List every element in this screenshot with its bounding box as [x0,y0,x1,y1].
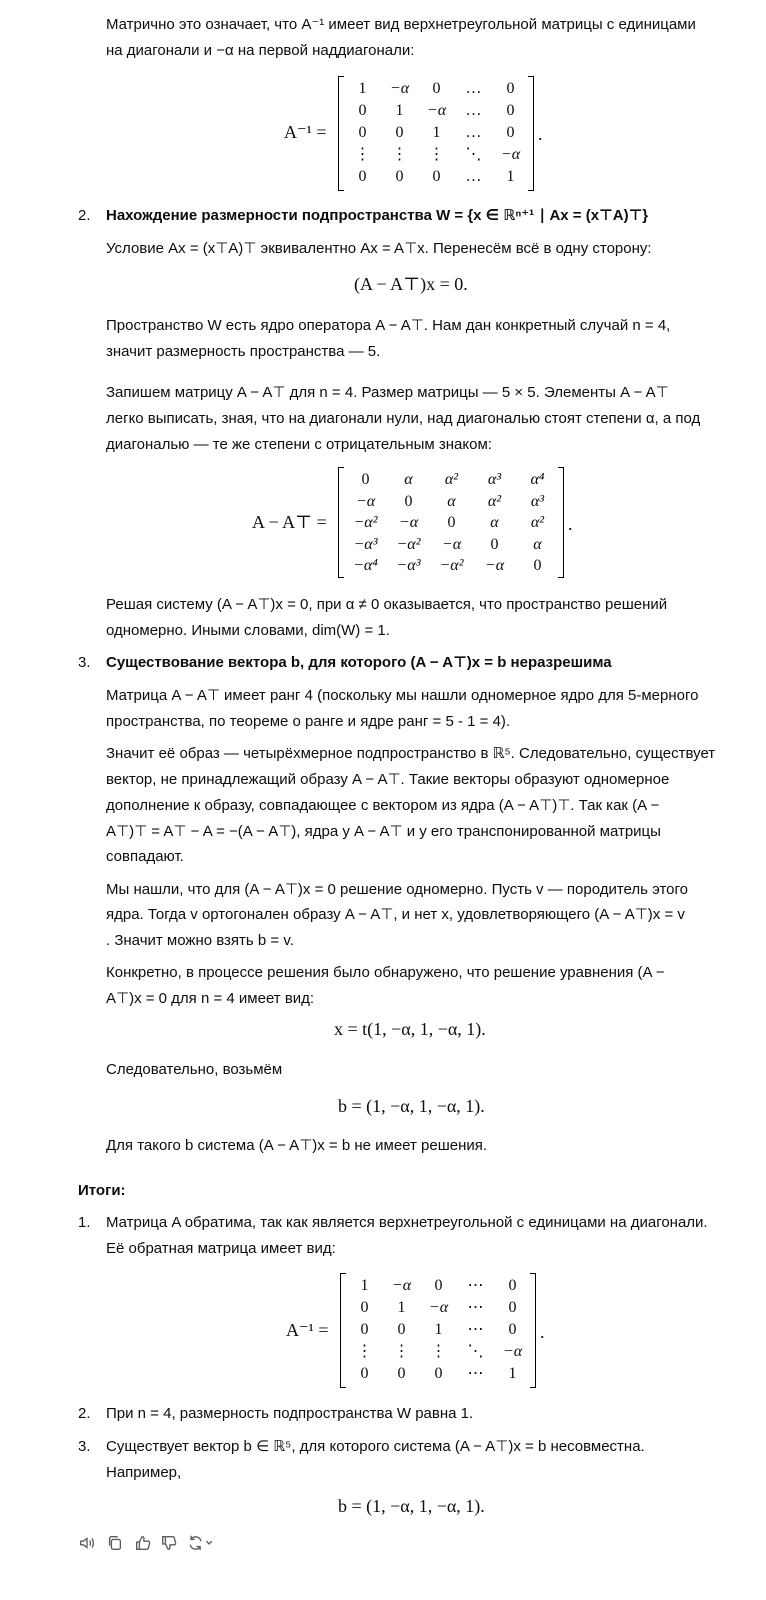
matrix-cell: 0 [490,535,499,553]
matrix-cell: 0 [360,1365,369,1382]
summary-item-3-line1: Существует вектор b ∈ ℝ⁵, для которого система (A − A⊤)x = b несовместна. [106,1438,645,1455]
matrix-cell: −α [428,1299,449,1316]
intro-line-2: на диагонали и −α на первой наддиагонали: [106,42,415,59]
section-2-p4-line2: одномерно. Иными словами, dim(W) = 1. [106,622,390,639]
matrix-cell: 0 [508,1299,517,1316]
matrix-cell: ⋮ [393,1343,410,1360]
thumbs-up-icon[interactable] [134,1534,152,1552]
matrix-cell: −α [484,557,505,574]
matrix-cell: α² [487,492,502,510]
matrix-cell: … [465,168,482,185]
matrix-inverse-lhs: A⁻¹ = [284,122,327,142]
section-3-p4-line1: Конкретно, в процессе решения было обнаружено, что решение уравнения (A − [106,964,665,981]
matrix-cell: α [447,492,456,510]
matrix-cell: −α [398,514,419,531]
matrix-cell: … [465,124,482,141]
matrix-cell: 1 [506,168,515,185]
summary-item-3-line2: Например, [106,1464,182,1481]
skew-matrix-period: . [568,514,573,534]
matrix-cell: 0 [432,80,441,97]
matrix-cell: 0 [360,1321,369,1338]
summary-item-1-line2: Её обратная матрица имеет вид: [106,1240,336,1257]
section-3-number: 3. [78,654,91,671]
section-3-p2-line2: вектор, не принадлежащий образу A − A⊤. Такие векторы образуют одномерное [106,771,670,788]
matrix-cell: α [533,535,542,553]
section-3-p1-line1: Матрица A − A⊤ имеет ранг 4 (поскольку мы нашли одномерное ядро для 5-мерного [106,687,699,704]
section-3-p2-line5: совпадают. [106,848,184,865]
summary-item-1-number: 1. [78,1214,91,1231]
matrix-cell: ⋯ [467,1299,484,1316]
section-3-p5: Следовательно, возьмём [106,1061,283,1078]
intro-line-1: Матрично это означает, что A⁻¹ имеет вид верхнетреугольной матрицы с единицами [106,16,696,33]
matrix-cell: 0 [434,1277,443,1294]
section-3-heading: Существование вектора b, для которого (A − A⊤)x = b неразрешима [106,654,612,671]
matrix-cell: 0 [358,168,367,185]
matrix-cell: 0 [395,168,404,185]
section-3-p3-line2: ядра. Тогда v ортогонален образу A − A⊤, и нет x, удовлетворяющего (A − A⊤)x = v [106,906,685,923]
matrix-cell: α³ [487,471,502,488]
summary-matrix [340,1273,536,1389]
matrix-cell: 1 [397,1299,406,1316]
section-3-p2-line1: Значит её образ — четырёхмерное подпространство в ℝ⁵. Следовательно, существует [106,745,716,762]
summary-item-3-number: 3. [78,1438,91,1455]
section-3-p2-line4: A⊤)⊤ = A⊤ − A = −(A − A⊤), ядра у A − A⊤ и у его транспонированной матрицы [106,823,661,840]
summary-item-2-number: 2. [78,1405,91,1422]
copy-icon[interactable] [106,1534,124,1552]
matrix-cell: α [404,471,413,488]
section-3-p2-line3: дополнение к образу, совпадающее с вектором из ядра (A − A⊤)⊤. Так как (A − [106,797,660,814]
summary-heading: Итоги: [78,1182,126,1199]
matrix-cell: ⋯ [467,1365,484,1382]
matrix-cell: −α [355,492,376,510]
matrix-cell: ⋮ [430,1343,447,1360]
matrix-cell: α⁴ [530,471,545,488]
matrix-cell: ⋮ [391,146,408,163]
section-2-p3-line1: Запишем матрицу A − A⊤ для n = 4. Размер матрицы — 5 × 5. Элементы A − A⊤ [106,384,669,401]
matrix-cell: ⋯ [467,1321,484,1338]
summary-matrix-period: . [540,1322,545,1342]
matrix-cell: α³ [530,492,545,510]
section-3-p4-line2: A⊤)x = 0 для n = 4 имеет вид: [106,990,315,1007]
section-2-p2-line2: значит размерность пространства — 5. [106,343,381,360]
matrix-cell: 0 [397,1365,406,1382]
matrix-cell: α² [530,514,545,531]
summary-eq-b: b = (1, −α, 1, −α, 1). [338,1496,485,1516]
matrix-cell: 1 [360,1277,369,1294]
matrix-inverse-period: . [538,124,543,144]
summary-item-1-line1: Матрица A обратима, так как является верхнетреугольной с единицами на диагонали. [106,1214,708,1231]
section-3-eq-b: b = (1, −α, 1, −α, 1). [338,1096,485,1116]
summary-item-2: При n = 4, размерность подпространства W равна 1. [106,1405,474,1422]
matrix-cell: 0 [360,1299,369,1316]
matrix-inverse [338,76,534,192]
matrix-cell: … [465,80,482,97]
section-2-p2-line1: Пространство W есть ядро оператора A − A⊤. Нам дан конкретный случай n = 4, [106,317,671,334]
section-2-p4-line1: Решая систему (A − A⊤)x = 0, при α ≠ 0 оказывается, что пространство решений [106,596,668,613]
section-3-p3-line3: . Значит можно взять b = v. [106,932,294,949]
matrix-cell: 0 [358,102,367,119]
matrix-cell: 0 [508,1277,517,1294]
matrix-cell: −α³ [396,557,421,574]
matrix-cell: −α² [439,557,464,574]
section-2-p1: Условие Ax = (x⊤A)⊤ эквивалентно Ax = A⊤x. Перенесём всё в одну сторону: [106,240,652,257]
matrix-cell: α² [444,471,459,488]
skew-matrix [338,467,564,579]
section-2-number: 2. [78,207,91,224]
matrix-cell: 0 [533,557,542,574]
matrix-cell: 0 [508,1321,517,1338]
matrix-cell: ⋱ [465,146,482,163]
matrix-cell: −α [389,80,410,97]
summary-matrix-lhs: A⁻¹ = [286,1320,329,1340]
matrix-cell: 0 [397,1321,406,1338]
speaker-icon[interactable] [78,1534,96,1552]
matrix-cell: α [490,514,499,531]
matrix-cell: ⋮ [428,146,445,163]
section-2-eq1: (A − A⊤)x = 0. [354,274,468,294]
matrix-cell: −α² [396,535,421,553]
matrix-cell: ⋮ [354,146,371,163]
matrix-cell: −α [502,1343,523,1360]
matrix-cell: −α [441,535,462,553]
matrix-cell: −α⁴ [353,557,378,574]
matrix-cell: 1 [434,1321,443,1338]
matrix-cell: −α [426,102,447,119]
matrix-cell: 0 [361,471,370,488]
matrix-cell: −α³ [353,535,378,553]
matrix-cell: 1 [395,102,404,119]
matrix-cell: 0 [404,492,413,510]
matrix-cell: ⋱ [467,1343,484,1360]
matrix-cell: ⋮ [356,1343,373,1360]
matrix-cell: 0 [506,80,515,97]
matrix-cell: 0 [395,124,404,141]
section-3-p6: Для такого b система (A − A⊤)x = b не имеет решения. [106,1137,488,1154]
matrix-cell: 0 [358,124,367,141]
matrix-cell: 0 [434,1365,443,1382]
section-2-heading: Нахождение размерности подпространства W = {x ∈ ℝⁿ⁺¹ ∣ Ax = (x⊤A)⊤} [106,207,649,224]
matrix-cell: −α [391,1277,412,1294]
matrix-cell: 0 [432,168,441,185]
section-2-p3-line2: легко выписать, зная, что на диагонали нули, над диагональю стоят степени α, а под [106,410,701,427]
matrix-cell: −α² [353,514,378,531]
regenerate-icon[interactable] [186,1534,216,1552]
matrix-cell: −α [500,146,521,163]
skew-matrix-lhs: A − A⊤ = [252,512,327,532]
matrix-cell: 0 [506,124,515,141]
section-3-p3-line1: Мы нашли, что для (A − A⊤)x = 0 решение одномерно. Пусть v — породитель этого [106,881,688,898]
matrix-cell: … [465,102,482,119]
thumbs-down-icon[interactable] [160,1534,178,1552]
matrix-cell: 0 [447,514,456,531]
matrix-cell: 1 [432,124,441,141]
section-3-eq-x: x = t(1, −α, 1, −α, 1). [334,1019,486,1039]
matrix-cell: 1 [508,1365,517,1382]
matrix-cell: ⋯ [467,1277,484,1294]
matrix-cell: 1 [358,80,367,97]
matrix-cell: 0 [506,102,515,119]
section-2-p3-line3: диагональю — те же степени с отрицательным знаком: [106,436,492,453]
section-3-p1-line2: пространства, по теореме о ранге и ядре ранг = 5 - 1 = 4). [106,713,511,730]
